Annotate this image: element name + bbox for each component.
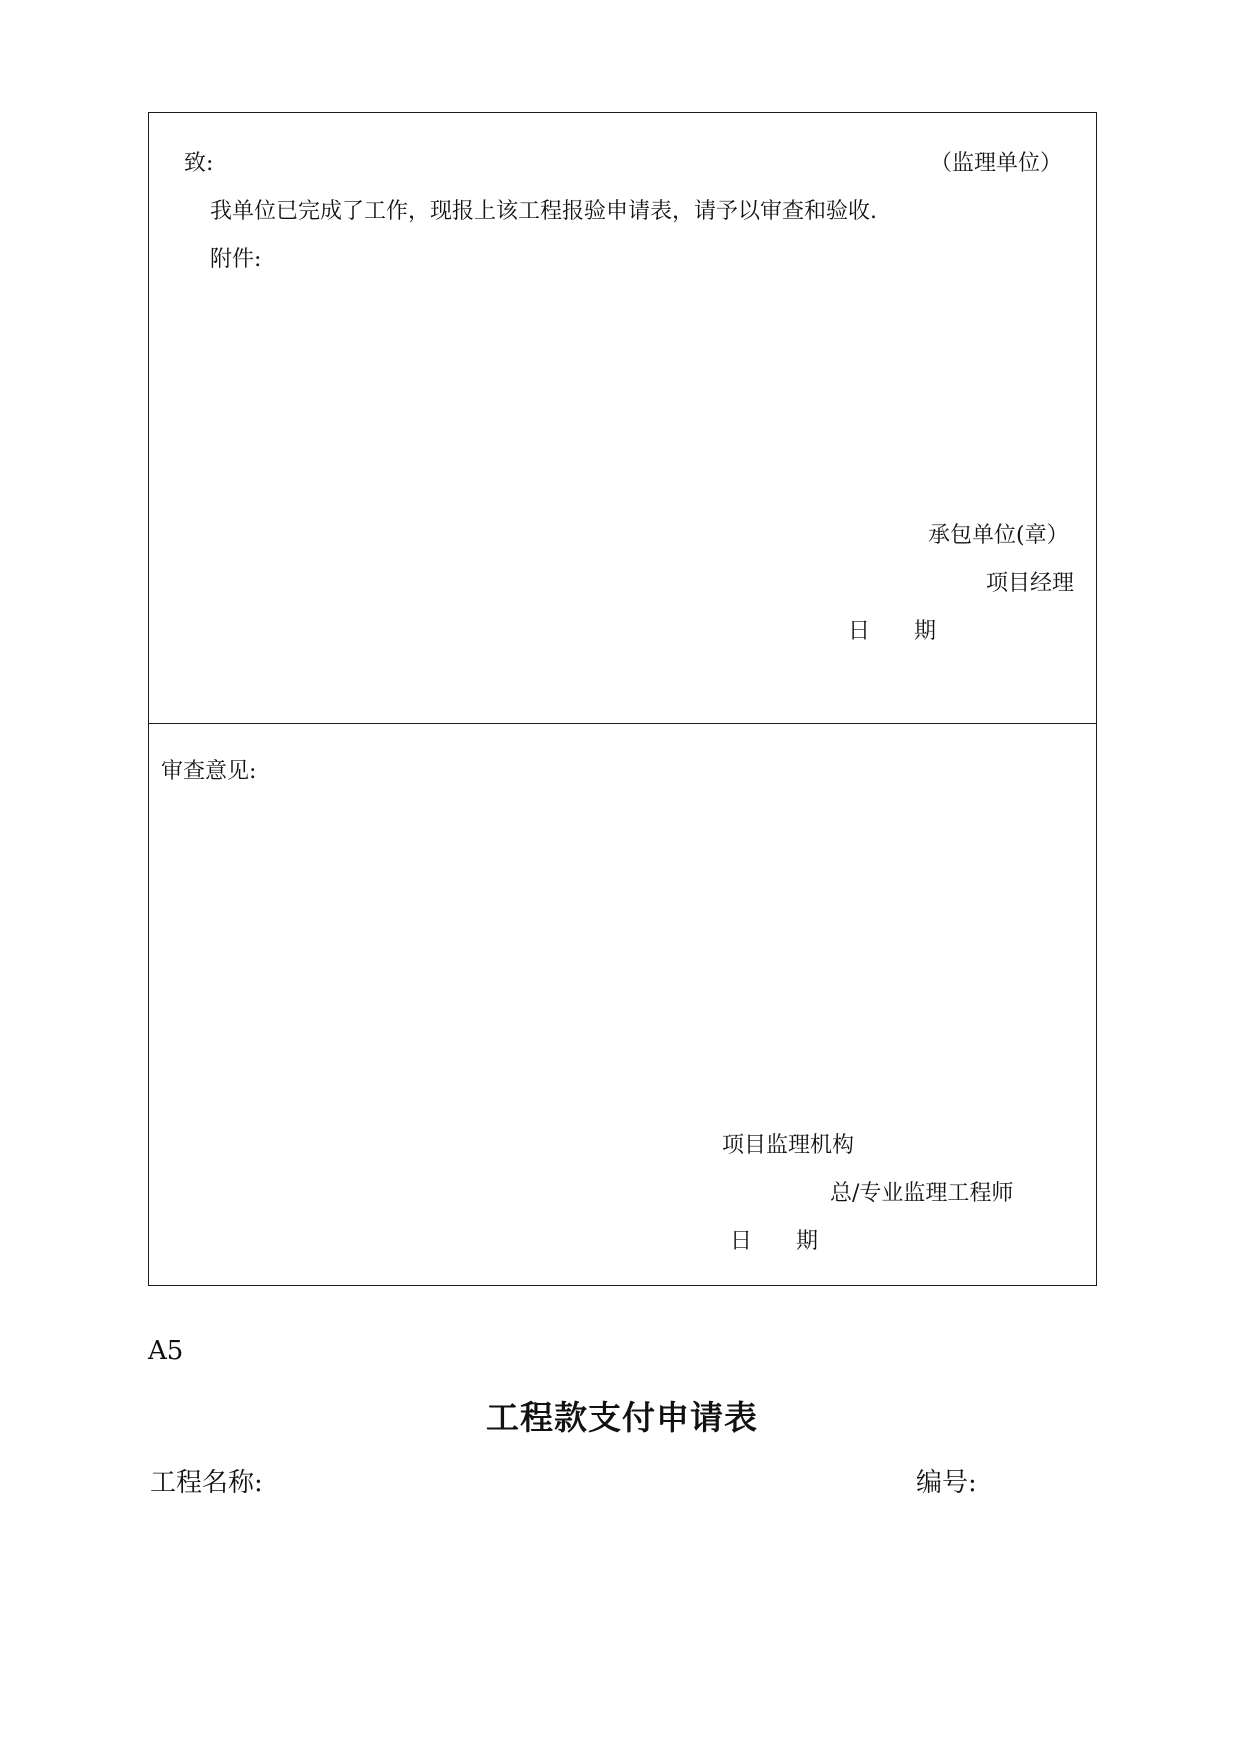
contractor-seal-label: 承包单位(章） <box>928 523 1069 548</box>
project-manager-label: 项目经理 <box>986 571 1075 596</box>
chief-engineer-label: 总/专业监理工程师 <box>830 1181 1014 1206</box>
project-name-label: 工程名称: <box>150 1468 263 1498</box>
form-code: A5 <box>148 1336 184 1366</box>
review-opinion-label: 审查意见: <box>161 759 257 784</box>
attachment-label: 附件: <box>210 247 262 272</box>
form-section-divider <box>148 723 1097 724</box>
request-body-text: 我单位已完成了工作，现报上该工程报验申请表，请予以审查和验收. <box>210 199 877 224</box>
number-label: 编号: <box>916 1468 977 1498</box>
supervisor-date-label: 日 期 <box>730 1229 819 1254</box>
contractor-date-label: 日 期 <box>848 619 937 644</box>
payment-form-title: 工程款支付申请表 <box>486 1398 758 1437</box>
to-label: 致: <box>184 151 214 176</box>
supervision-org-label: 项目监理机构 <box>722 1133 855 1158</box>
inspection-request-form-table <box>148 112 1097 1286</box>
supervisor-unit-label: （监理单位） <box>930 151 1063 176</box>
